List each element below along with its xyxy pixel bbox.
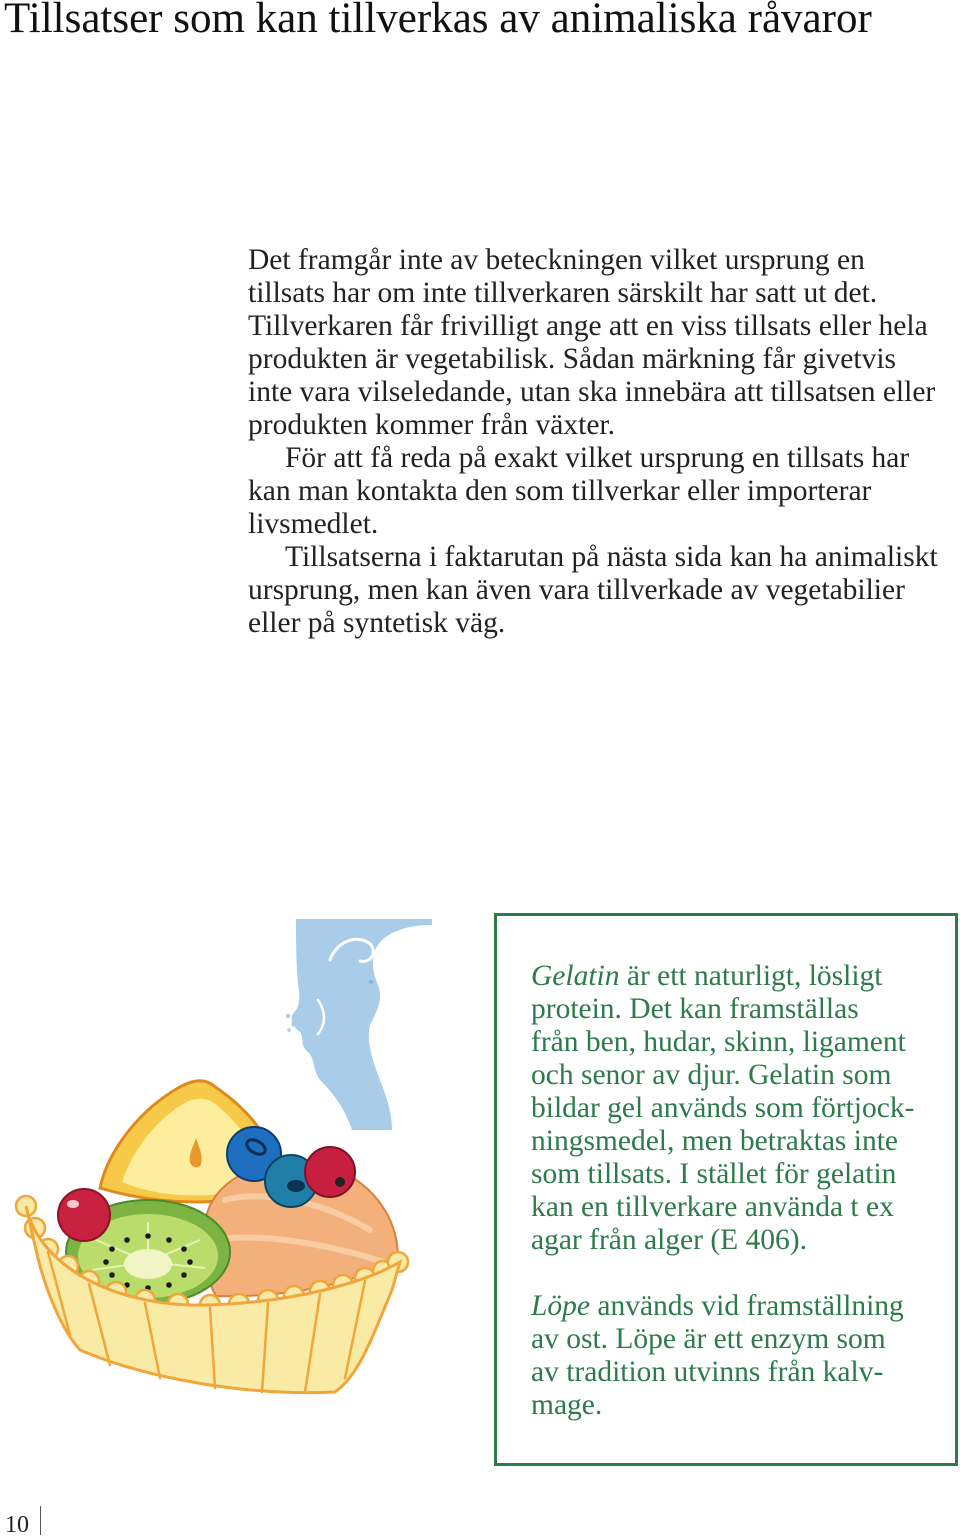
- body-paragraph: [248, 541, 938, 640]
- body-paragraph: [248, 442, 938, 541]
- text-line: Det framgår inte av beteckningen vilket ursprung en: [248, 244, 865, 276]
- fruit-tart-illustration: [0, 900, 440, 1400]
- face-silhouette: [292, 919, 432, 1130]
- text-line: [531, 1290, 914, 1323]
- fact-entry-gelatin: [531, 960, 914, 1257]
- page-title: Tillsatser som kan tillverkas av animaliska råvaror: [4, 0, 872, 42]
- text-line: ursprung, men kan även vara tillverkade av vegetabilier: [248, 574, 905, 606]
- text-line: eller på syntetisk väg.: [248, 607, 506, 639]
- body-paragraph: [248, 244, 938, 442]
- body-text: [248, 244, 938, 640]
- text-line: kan en tillverkare använda t ex: [531, 1191, 894, 1223]
- text-line: ningsmedel, men betraktas inte: [531, 1125, 899, 1157]
- text-line: bildar gel används som förtjock-: [531, 1092, 915, 1124]
- text-line: livsmedlet.: [248, 508, 379, 540]
- text-line: Tillsatserna i faktarutan på nästa sida kan ha animaliskt: [285, 541, 938, 573]
- text-line: produkten är vegetabilisk. Sådan märkning får givetvis: [248, 343, 897, 375]
- fact-term-rest: används vid framställning: [597, 1290, 904, 1322]
- text-line: inte vara vilseledande, utan ska innebära att tillsatsen eller: [248, 376, 936, 408]
- text-line: som tillsats. I stället för gelatin: [531, 1158, 897, 1190]
- text-line: och senor av djur. Gelatin som: [531, 1059, 892, 1091]
- text-line: av ost. Löpe är ett enzym som: [531, 1323, 886, 1355]
- text-line: protein. Det kan framställas: [531, 993, 859, 1025]
- fact-entry-lope: [531, 1290, 914, 1422]
- text-line: av tradition utvinns från kalv-: [531, 1356, 884, 1388]
- text-line: agar från alger (E 406).: [531, 1224, 808, 1256]
- cherry: [58, 1189, 110, 1241]
- text-line: För att få reda på exakt vilket ursprung en tillsats har: [285, 442, 910, 474]
- text-line: [531, 960, 914, 993]
- text-line: produkten kommer från växter.: [248, 409, 615, 441]
- text-line: tillsats har om inte tillverkaren särskilt har satt ut det.: [248, 277, 878, 309]
- fact-term-rest: är ett naturligt, lösligt: [626, 960, 883, 992]
- red-berry: [305, 1147, 355, 1197]
- text-line: kan man kontakta den som tillverkar eller importerar: [248, 475, 872, 507]
- page-number-rule: [40, 1506, 41, 1535]
- text-line: från ben, hudar, skinn, ligament: [531, 1026, 906, 1058]
- text-line: mage.: [531, 1389, 603, 1421]
- page-number: 10: [5, 1512, 29, 1538]
- fact-term: Gelatin: [531, 960, 620, 992]
- fact-box: [494, 913, 958, 1466]
- text-line: Tillverkaren får frivilligt ange att en viss tillsats eller hela: [248, 310, 928, 342]
- fact-box-text: [531, 960, 914, 1422]
- fact-term: Löpe: [531, 1290, 590, 1322]
